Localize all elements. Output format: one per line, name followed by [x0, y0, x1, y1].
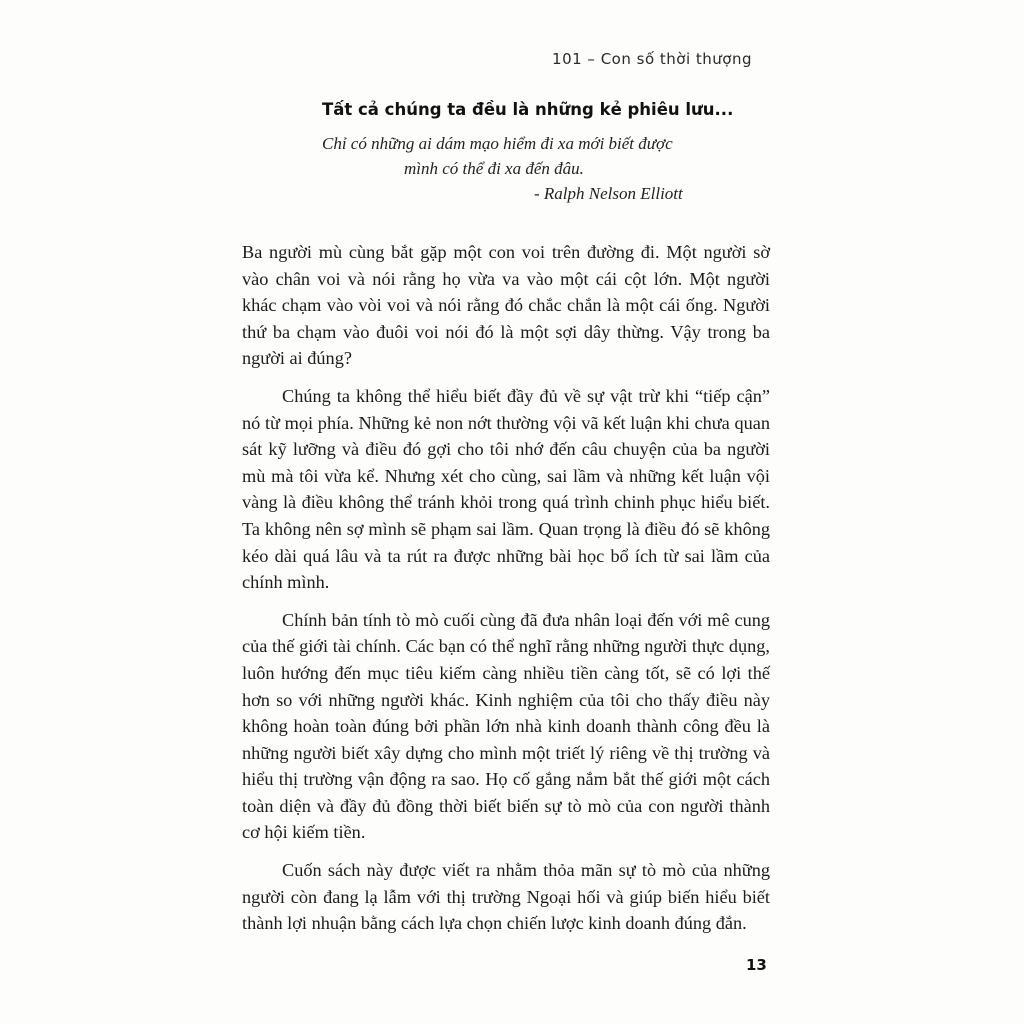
epigraph-attribution: - Ralph Nelson Elliott: [534, 184, 683, 203]
epigraph-line-2: mình có thể đi xa đến đâu.: [404, 159, 584, 178]
paragraph: Cuốn sách này được viết ra nhằm thỏa mãn sự tò mò của những người còn đang lạ lẫm với thị trường Ngoại hối và giúp biến hiểu biết thành lợi nhuận bằng cách lựa chọn chiến lược kinh doanh đúng đắn.: [242, 860, 770, 934]
chapter-title: Tất cả chúng ta đều là những kẻ phiêu lưu...: [322, 100, 734, 119]
epigraph-line-1: Chỉ có những ai dám mạo hiểm đi xa mới biết được: [322, 134, 673, 153]
paragraph: Ba người mù cùng bắt gặp một con voi trên đường đi. Một người sờ vào chân voi và nói rằng họ vừa va vào một cái cột lớn. Một người khác chạm vào vòi voi và nói rằng đó chắc chắn là một cái ống. Người thứ ba chạm vào đuôi voi nói đó là một sợi dây thừng. Vậy trong ba người ai đúng?: [242, 242, 770, 369]
running-head: 101 – Con số thời thượng: [552, 50, 752, 68]
paragraph: Chính bản tính tò mò cuối cùng đã đưa nhân loại đến với mê cung của thế giới tài chính. Các bạn có thể nghĩ rằng những người thực dụng, luôn hướng đến mục tiêu kiếm càng nhiều tiền càng tốt, sẽ có lợi thế hơn so với những người khác. Kinh nghiệm của tôi cho thấy điều này không hoàn toàn đúng bởi phần lớn nhà kinh doanh thành công đều là những người biết xây dựng cho mình một triết lý riêng về thị trường và hiểu thị trường vận động ra sao. Họ cố gắng nắm bắt thế giới một cách toàn diện và đầy đủ đồng thời biết biến sự tò mò của con người thành cơ hội kiếm tiền.: [242, 609, 770, 843]
paragraph: Chúng ta không thể hiểu biết đầy đủ về sự vật trừ khi “tiếp cận” nó từ mọi phía. Những kẻ non nớt thường vội vã kết luận khi chưa quan sát kỹ lưỡng và điều đó gợi cho tôi nhớ đến câu chuyện của ba người mù mà tôi vừa kể. Nhưng xét cho cùng, sai lầm và những kết luận vội vàng là điều không thể tránh khỏi trong quá trình chinh phục hiểu biết. Ta không nên sợ mình sẽ phạm sai lầm. Quan trọng là điều đó sẽ không kéo dài quá lâu và ta rút ra được những bài học bổ ích từ sai lầm của chính mình.: [242, 385, 770, 593]
page-number: 13: [746, 956, 767, 974]
body-text: [242, 239, 770, 948]
epigraph: [322, 131, 702, 206]
